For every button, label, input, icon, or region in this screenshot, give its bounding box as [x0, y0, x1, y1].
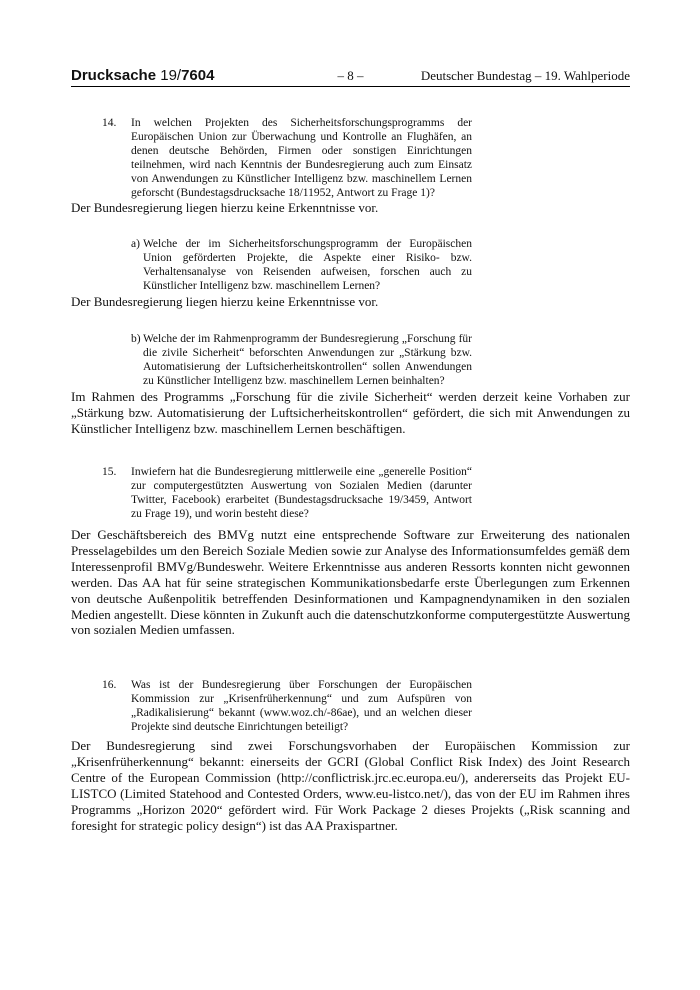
question-text: Welche der im Rahmenprogramm der Bundesregierung „Forschung für die zivile Sicherheit“ beforschten Anwendungen zur „Stärkung bzw. Automatisierung der Luftsicherheitskontrollen“ sollen Anwendungen zu Künstlicher Intelligenz bzw. maschinellem Lernen beinhalten? [143, 333, 472, 387]
question-b [131, 333, 472, 389]
question-letter: a) [131, 238, 140, 250]
question-text: In welchen Projekten des Sicherheitsforschungsprogramms der Europäischen Union zur Überwachung und Kontrolle an Flughäfen, an denen deutsche Behörden, Firmen oder sonstigen Einrichtungen teilnehmen, wird nach Kenntnis der Bundesregierung auch zum Einsatz von Anwendungen zu Künstlicher Intelligenz bzw. maschinellem Lernen geforscht (Bundestagsdrucksache 18/11952, Antwort zu Frage 1)? [131, 117, 472, 199]
question-text: Welche der im Sicherheitsforschungsprogramm der Europäischen Union geförderten Projekte, die Aspekte einer Risiko- bzw. Verhaltensanalyse von Reisenden aufweisen, forschen auch zu Künstlicher Intelligenz bzw. maschinellem Lernen? [143, 238, 472, 292]
page-number: – 8 – [337, 68, 364, 83]
header-divider [71, 86, 630, 87]
doc-label: Drucksache [71, 67, 157, 84]
question-number: 16. [102, 679, 117, 691]
answer-16: Der Bundesregierung sind zwei Forschungsvorhaben der Europäischen Kommission zur „Krisenfrüherkennung“ bekannt: einerseits der GCRI (Global Conflict Risk Index) des Joint Research Centre of the European Commission (http://conflictrisk.jrc.ec.europa.eu/), andererseits das Projekt EU-LISTCO (Limited Statehood and Contested Orders, www.eu-listco.net/), das von der EU im Rahmen ihres Programms „Horizon 2020“ gefördert wird. Für Work Package 2 dieses Projekts („Risk scanning and foresight for strategic policy design“) ist das AA Praxispartner. [71, 738, 630, 833]
question-14 [102, 117, 472, 200]
question-text: Was ist der Bundesregierung über Forschungen der Europäischen Kommission zur „Krisenfrüherkennung“ und zum Aufspüren von „Radikalisierung“ bekannt (www.woz.ch/-86ae), und an welchen dieser Projekte sind deutsche Einrichtungen beteiligt? [131, 679, 472, 733]
question-15 [102, 466, 472, 522]
question-16 [102, 679, 472, 735]
doc-number: 7604 [181, 67, 215, 84]
answer-a: Der Bundesregierung liegen hierzu keine Erkenntnisse vor. [71, 294, 379, 309]
question-number: 14. [102, 117, 117, 129]
question-number: 15. [102, 466, 117, 478]
answer-15: Der Geschäftsbereich des BMVg nutzt eine entsprechende Software zur Erweiterung des nationalen Presselagebildes um den Bereich Soziale Medien sowie zur Analyse des Informationsumfeldes gemäß dem Interessenprofil BMVg/Bundeswehr. Weitere Erkenntnisse aus anderen Ressorts konnten nicht gewonnen werden. Das AA hat für seine strategischen Kommunikationsbedarfe erste Überlegungen zum Erkennen von deutsche Außenpolitik betreffenden Desinformationen und Kampagnendynamiken in den sozialen Medien angestellt. Diese könnten in Zukunft auch die datenschutzkonforme computergestützte Auswertung von sozialen Medien umfassen. [71, 527, 630, 638]
publisher: Deutscher Bundestag – 19. Wahlperiode [420, 68, 630, 83]
question-text: Inwiefern hat die Bundesregierung mittlerweile eine „generelle Position“ zur computergestützten Auswertung von Sozialen Medien (darunter Twitter, Facebook) erarbeitet (Bundestagsdrucksache 19/3459, Antwort zu Frage 19), und worin besteht diese? [131, 466, 472, 520]
answer-b: Im Rahmen des Programms „Forschung für die zivile Sicherheit“ werden derzeit keine Vorhaben zur „Stärkung bzw. Automatisierung der Luftsicherheitskontrollen“ gefördert, die sich mit Anwendungen zu Künstlicher Intelligenz bzw. maschinellem Lernen beschäftigen. [71, 389, 630, 436]
question-letter: b) [131, 333, 141, 345]
doc-number-prefix: 19/ [160, 67, 182, 84]
answer-14: Der Bundesregierung liegen hierzu keine Erkenntnisse vor. [71, 200, 379, 215]
question-a [131, 238, 472, 294]
